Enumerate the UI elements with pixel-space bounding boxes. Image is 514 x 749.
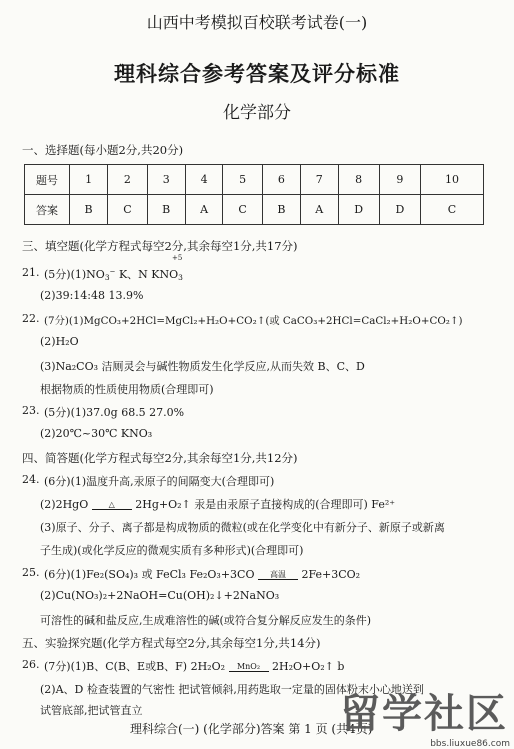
exam-title: 山西中考模拟百校联考试卷(一) [146, 13, 368, 32]
q24-number: 24. [22, 473, 40, 486]
heat-condition [92, 500, 132, 510]
table-cell: C [108, 195, 148, 225]
table-cell: A [301, 195, 339, 225]
q25-line1-a: (6分)(1)Fe₂(SO₄)₃ 或 FeCl₃ Fe₂O₃+3CO [44, 568, 255, 581]
q22-line3: (3)Na₂CO₃ 洁厕灵会与碱性物质发生化学反应,从而失效 B、C、D [40, 360, 365, 373]
watermark [340, 682, 508, 739]
q23-number: 23. [22, 404, 40, 417]
q26-line1-a: (7分)(1)B、C(B、E或B、F) 2H₂O₂ [44, 660, 226, 673]
q21-line1-b: K、N KNO [115, 268, 179, 281]
q26-line2: (2)A、D 检查装置的气密性 把试管倾斜,用药匙取一定量的固体粉末小心地送到 [40, 683, 424, 696]
q24-line2-a: (2)2HgO [40, 498, 89, 511]
answer-row [25, 195, 484, 225]
table-cell: C [420, 195, 483, 225]
q21-valence: +5 [172, 254, 183, 262]
section3-title: 三、填空题(化学方程式每空2分,其余每空1分,共17分) [22, 239, 298, 253]
section1-title: 一、选择题(每小题2分,共20分) [22, 143, 184, 157]
catalyst-condition [229, 662, 269, 672]
answer-table [24, 164, 484, 225]
q24-line4: 子生成)(或化学反应的微观实质有多种形式)(合理即可) [40, 544, 304, 557]
q22-line4: 根据物质的性质使用物质(合理即可) [40, 383, 214, 396]
q26-number: 26. [22, 658, 40, 671]
q23-line1: (5分)(1)37.0g 68.5 27.0% [44, 406, 185, 419]
page-footer: 理科综合(一) (化学部分)答案 第 1 页 (共4页) [130, 722, 373, 736]
table-cell: 9 [379, 165, 420, 195]
q25-line1-b: 2Fe+3CO₂ [301, 568, 361, 581]
table-cell: 8 [338, 165, 379, 195]
q24-line2 [40, 496, 395, 512]
table-cell: C [223, 195, 263, 225]
q26-line1 [44, 658, 344, 674]
table-cell: 2 [108, 165, 148, 195]
table-cell: 3 [147, 165, 185, 195]
high-temp-label: 高温 [269, 570, 286, 579]
table-cell: B [262, 195, 300, 225]
q26-line1-b: 2H₂O+O₂↑ b [272, 660, 345, 673]
section4-title: 四、简答题(化学方程式每空2分,其余每空1分,共12分) [22, 451, 298, 465]
table-cell: B [70, 195, 108, 225]
table-cell: 6 [262, 165, 300, 195]
table-cell: 5 [223, 165, 263, 195]
catalyst-label: MnO₂ [236, 662, 261, 671]
table-cell: 4 [185, 165, 223, 195]
q25-line1 [44, 566, 360, 582]
high-temp-condition [258, 570, 298, 580]
q22-line1: (7分)(1)MgCO₃+2HCl=MgCl₂+H₂O+CO₂↑(或 CaCO₃+2HCl=CaCl₂+H₂O+CO₂↑) [44, 315, 463, 327]
q23-line2: (2)20℃~30℃ KNO₃ [40, 427, 153, 440]
q25-line2: (2)Cu(NO₃)₂+2NaOH=Cu(OH)₂↓+2NaNO₃ [40, 589, 280, 602]
section5-title: 五、实验探究题(化学方程式每空2分,其余每空1分,共14分) [22, 636, 321, 650]
watermark-url: bbs.liuxue86.com [430, 739, 510, 749]
q21-line1: (5分)$(1)NO_3^-$ K、N $KNO_3$ [44, 267, 183, 282]
table-cell: D [379, 195, 420, 225]
q26-line3: 试管底部,把试管直立 [40, 704, 143, 717]
table-cell: B [147, 195, 185, 225]
delta-symbol: △ [108, 500, 115, 509]
table-cell: D [338, 195, 379, 225]
table-cell: 1 [70, 165, 108, 195]
q25-line3: 可溶性的碱和盐反应,生成难溶性的碱(或符合复分解反应发生的条件) [40, 614, 372, 627]
table-cell: 10 [420, 165, 483, 195]
q24-line3: (3)原子、分子、离子都是构成物质的微粒(或在化学变化中有新分子、新原子或新离 [40, 521, 445, 534]
row-label: 答案 [25, 195, 70, 225]
q22-line2: (2)H₂O [40, 335, 79, 348]
row-label: 题号 [25, 165, 70, 195]
q21-line1-a: (5分)(1)NO [44, 268, 105, 281]
q22-number: 22. [22, 312, 40, 325]
q21-number: 21. [22, 266, 40, 279]
q25-number: 25. [22, 566, 40, 579]
watermark-logo: 留学社区 [340, 691, 508, 737]
table-cell: 7 [301, 165, 339, 195]
subtitle: 化学部分 [223, 103, 291, 123]
main-title: 理科综合参考答案及评分标准 [114, 61, 400, 86]
table-cell: A [185, 195, 223, 225]
q21-line2: (2)39:14:48 13.9% [40, 289, 144, 302]
question-row [25, 165, 484, 195]
q24-line1: (6分)(1)温度升高,汞原子的间隔变大(合理即可) [44, 475, 275, 488]
q24-line2-b: 2Hg+O₂↑ 汞是由汞原子直接构成的(合理即可) Fe²⁺ [135, 498, 396, 511]
